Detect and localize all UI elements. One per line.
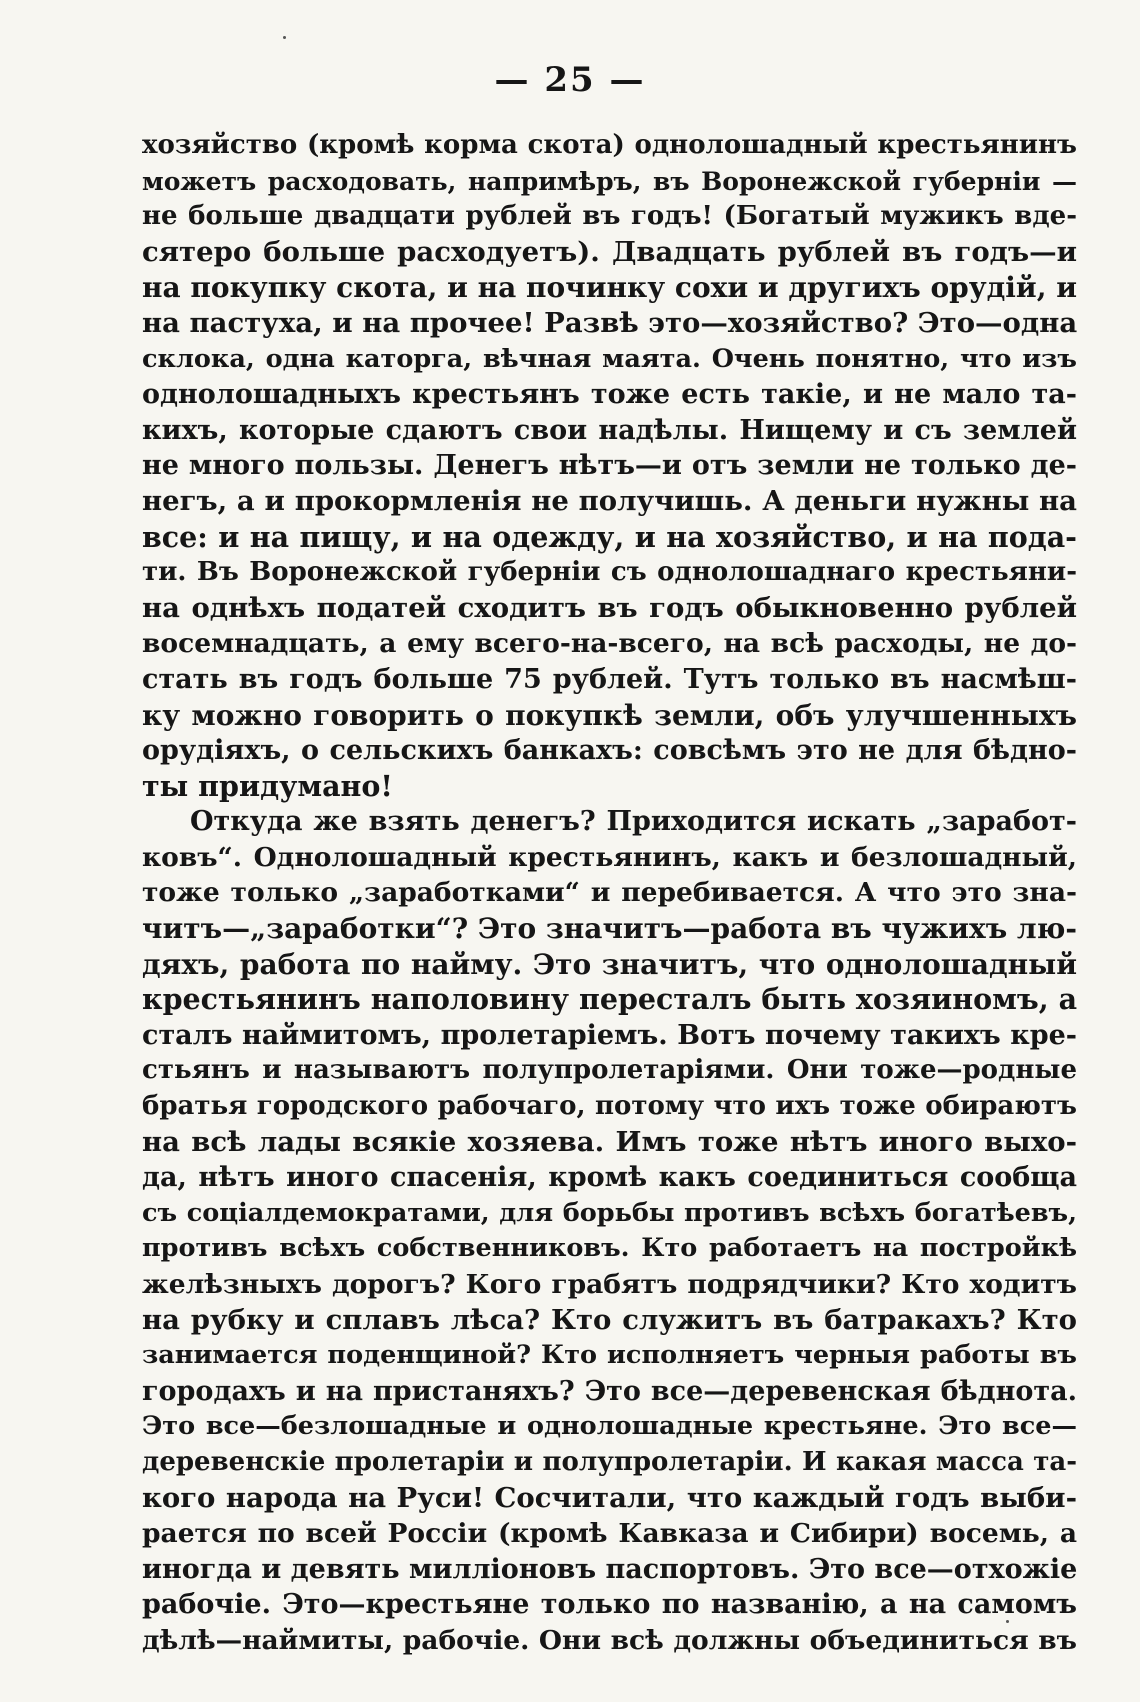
- text-line: на рубку и сплавъ лѣса? Кто служитъ въ батракахъ? Кто: [142, 1303, 1077, 1336]
- text-line: восемнадцать, а ему всего-на-всего, на всѣ расходы, не до-: [142, 628, 1077, 660]
- text-line: Это все—безлошадные и однолошадные крестьяне. Это все—: [142, 1411, 1077, 1442]
- text-line: на покупку скота, и на починку сохи и другихъ орудій, и: [142, 271, 1077, 305]
- text-line: однолошадныхъ крестьянъ тоже есть такіе, и не мало та-: [142, 379, 1077, 411]
- text-line: хозяйство (кромѣ корма скота) однолошадный крестьянинъ: [142, 130, 1077, 160]
- text-line: крестьянинъ наполовину пересталъ быть хозяиномъ, а: [142, 982, 1078, 1017]
- text-line: сятеро больше расходуетъ). Двадцать рублей въ годъ—и: [142, 235, 1077, 268]
- print-speck: [283, 36, 286, 39]
- text-line: дѣлѣ—наймиты, рабочіе. Они всѣ должны объединиться въ: [142, 1624, 1077, 1656]
- text-line: читъ—„заработки“? Это значитъ—работа въ чужихъ лю-: [142, 912, 1077, 946]
- text-line: на однѣхъ податей сходитъ въ годъ обыкновенно рублей: [142, 591, 1077, 624]
- text-line: Откуда же взять денегъ? Приходится искать „заработ-: [190, 806, 1077, 838]
- text-line: тоже только „заработками“ и перебивается. А что это зна-: [142, 877, 1077, 909]
- text-line: стать въ годъ больше 75 рублей. Тутъ только въ насмѣш-: [142, 663, 1077, 695]
- text-line: дяхъ, работа по найму. Это значитъ, что однолошадный: [142, 947, 1077, 981]
- text-line: братья городского рабочаго, потому что ихъ тоже обираютъ: [142, 1091, 1077, 1122]
- print-speck: [1006, 1620, 1009, 1623]
- text-line: орудіяхъ, о сельскихъ банкахъ: совсѣмъ это не для бѣдно-: [142, 735, 1077, 767]
- text-line: сталъ наймитомъ, пролетаріемъ. Вотъ почему такихъ кре-: [142, 1019, 1077, 1051]
- text-line: стьянъ и называютъ полупролетаріями. Они тоже—родные: [142, 1055, 1077, 1086]
- text-line: деревенскіе пролетаріи и полупролетаріи. И какая масса та-: [142, 1446, 1077, 1477]
- text-line: склока, одна каторга, вѣчная маята. Очень понятно, что изъ: [142, 343, 1077, 374]
- text-line: все: и на пищу, и на одежду, и на хозяйство, и на пода-: [142, 519, 1077, 554]
- text-line: рается по всей Россіи (кромѣ Кавказа и Сибири) восемь, а: [142, 1518, 1077, 1550]
- text-line: негъ, а и прокормленія не получишь. А деньги нужны на: [142, 484, 1077, 517]
- text-line: ти. Въ Воронежской губерніи съ однолошаднаго крестьяни-: [142, 557, 1077, 588]
- text-line: ты придумано!: [142, 768, 393, 803]
- text-line: кихъ, которые сдаютъ свои надѣлы. Нищему и съ землей: [142, 414, 1077, 446]
- text-line: ковъ“. Однолошадный крестьянинъ, какъ и безлошадный,: [142, 841, 1077, 873]
- text-line: противъ всѣхъ собственниковъ. Кто работаетъ на постройкѣ: [142, 1233, 1077, 1264]
- page-number: — 25 —: [494, 60, 646, 100]
- text-line: иногда и девять милліоновъ паспортовъ. Это все—отхожіе: [142, 1553, 1078, 1585]
- text-line: городахъ и на пристаняхъ? Это все—деревенская бѣднота.: [142, 1375, 1077, 1407]
- text-line: ку можно говорить о покупкѣ земли, объ улучшенныхъ: [142, 698, 1077, 732]
- paragraph: [142, 804, 1077, 1658]
- text-line: можетъ расходовать, напримѣръ, въ Воронежской губерніи —: [142, 166, 1077, 196]
- text-line: съ соціалдемократами, для борьбы противъ всѣхъ богатѣевъ,: [142, 1197, 1077, 1228]
- text-line: на пастуха, и на прочее! Развѣ это—хозяйство? Это—одна: [142, 306, 1078, 339]
- text-line: кого народа на Руси! Сосчитали, что каждый годъ выби-: [142, 1481, 1077, 1514]
- text-line: не много пользы. Денегъ нѣтъ—и отъ земли не только де-: [142, 450, 1077, 482]
- text-line: рабочіе. Это—крестьяне только по названію, а на самомъ: [142, 1589, 1077, 1621]
- text-line: на всѣ лады всякіе хозяева. Имъ тоже нѣтъ иного выхо-: [142, 1125, 1077, 1158]
- text-line: желѣзныхъ дорогъ? Кого грабятъ подрядчики? Кто ходитъ: [142, 1269, 1077, 1300]
- text-line: занимается поденщиной? Кто исполняетъ черныя работы въ: [142, 1340, 1077, 1371]
- text-line: не больше двадцати рублей въ годъ! (Богатый мужикъ вде-: [142, 201, 1077, 232]
- paragraph: [142, 128, 1077, 804]
- text-line: да, нѣтъ иного спасенія, кромѣ какъ соединиться сообща: [142, 1162, 1077, 1194]
- body-text: [142, 128, 1077, 1659]
